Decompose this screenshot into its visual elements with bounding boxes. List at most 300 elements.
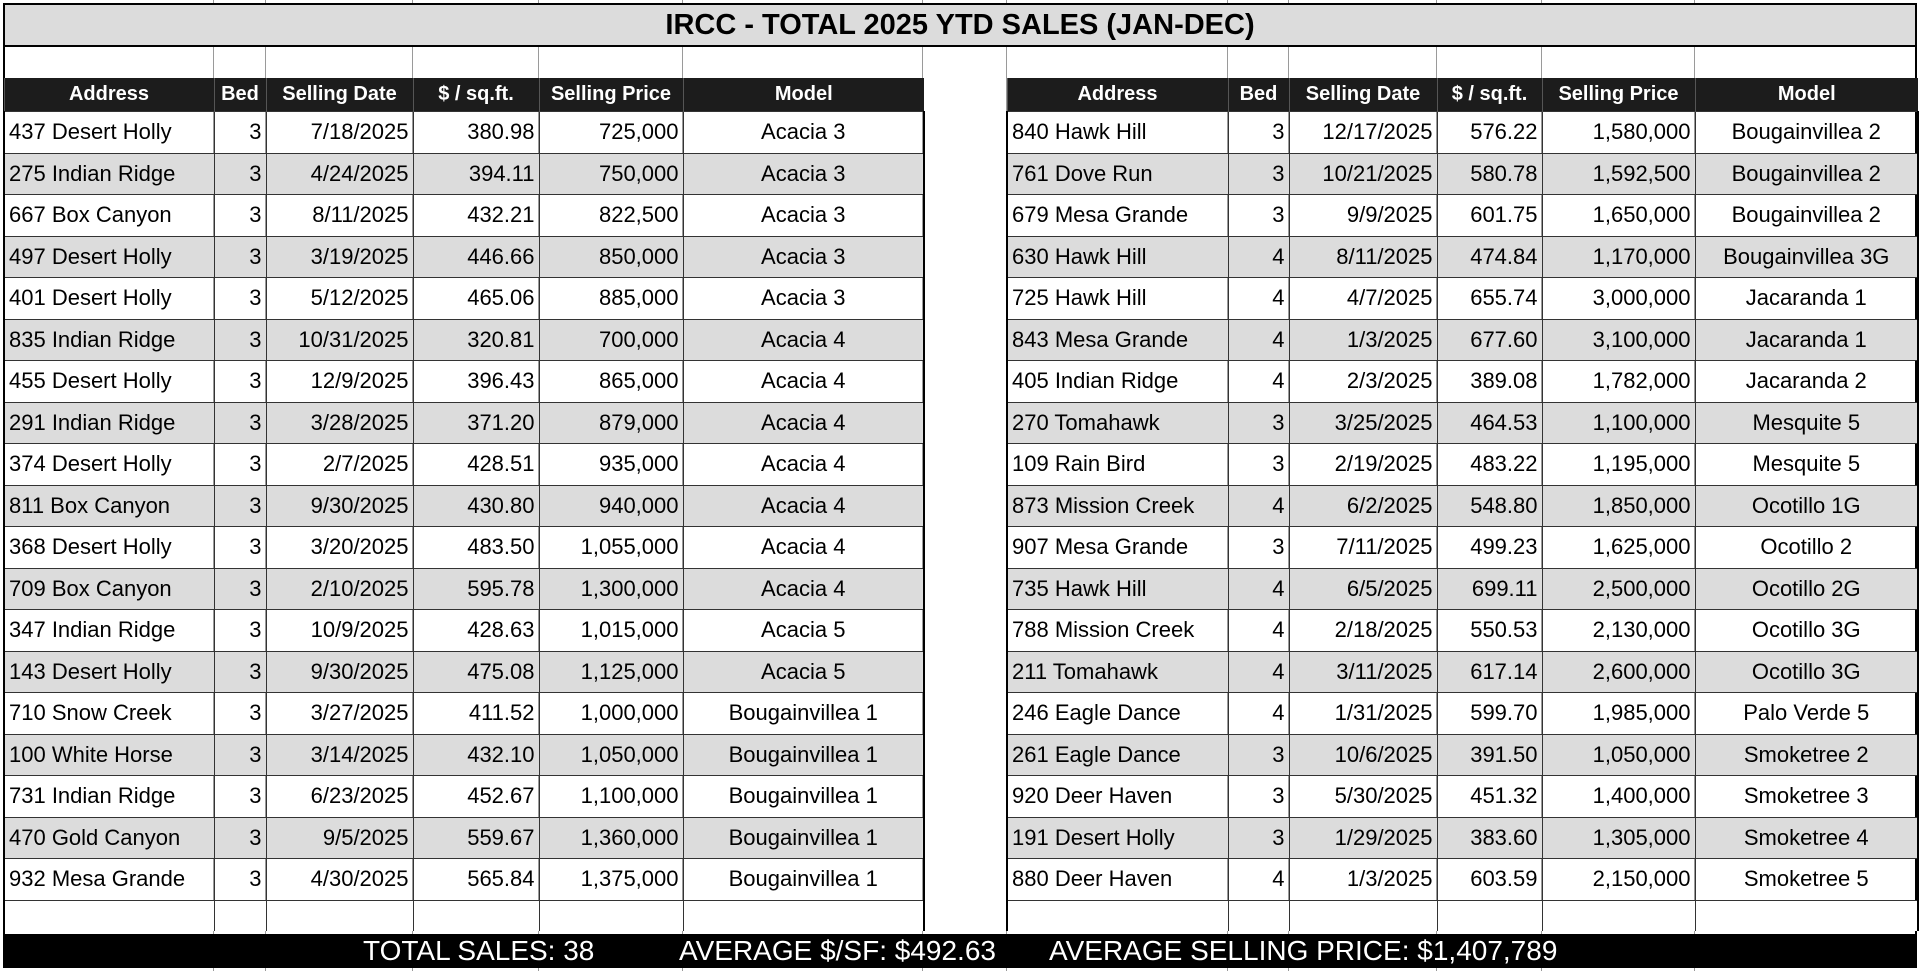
cell-address: 840 Hawk Hill [1007, 112, 1228, 154]
cell-selling-date: 10/31/2025 [266, 319, 413, 361]
cell-model: Bougainvillea 2 [1695, 112, 1918, 154]
cell-model: Smoketree 5 [1695, 859, 1918, 901]
cell-address: 709 Box Canyon [4, 568, 214, 610]
cell-model: Bougainvillea 1 [683, 859, 924, 901]
cell-price-per-sqft: 451.32 [1437, 776, 1542, 818]
cell-model: Acacia 4 [683, 485, 924, 527]
table-row [1007, 859, 1918, 901]
cell-selling-date: 2/7/2025 [266, 444, 413, 486]
column-header-selling-price: Selling Price [1542, 78, 1695, 112]
cell-price-per-sqft: 599.70 [1437, 693, 1542, 735]
cell-bed: 3 [1228, 402, 1289, 444]
table-row [4, 236, 924, 278]
cell-price-per-sqft: 474.84 [1437, 236, 1542, 278]
cell-selling-price: 1,305,000 [1542, 817, 1695, 859]
cell-price-per-sqft: 576.22 [1437, 112, 1542, 154]
cell-selling-date: 3/20/2025 [266, 527, 413, 569]
column-header-bed: Bed [214, 78, 266, 112]
cell-model: Bougainvillea 1 [683, 776, 924, 818]
cell-bed: 3 [1228, 817, 1289, 859]
cell-bed: 3 [1228, 112, 1289, 154]
table-row [1007, 485, 1918, 527]
cell-selling-price: 2,150,000 [1542, 859, 1695, 901]
cell-address: 679 Mesa Grande [1007, 195, 1228, 237]
cell-selling-price: 1,125,000 [539, 651, 683, 693]
blank-row [1007, 900, 1918, 931]
cell-price-per-sqft: 603.59 [1437, 859, 1542, 901]
column-header-price-per-sqft: $ / sq.ft. [1437, 78, 1542, 112]
cell-selling-date: 6/5/2025 [1289, 568, 1437, 610]
cell-selling-date: 3/25/2025 [1289, 402, 1437, 444]
cell-selling-price: 1,195,000 [1542, 444, 1695, 486]
cell-selling-price: 879,000 [539, 402, 683, 444]
cell-price-per-sqft: 428.63 [413, 610, 539, 652]
table-row [1007, 112, 1918, 154]
cell-model: Ocotillo 3G [1695, 651, 1918, 693]
cell-address: 291 Indian Ridge [4, 402, 214, 444]
cell-selling-date: 12/17/2025 [1289, 112, 1437, 154]
cell-bed: 3 [214, 734, 266, 776]
cell-selling-price: 1,400,000 [1542, 776, 1695, 818]
cell-bed: 4 [1228, 859, 1289, 901]
cell-selling-date: 8/11/2025 [1289, 236, 1437, 278]
cell-selling-price: 1,360,000 [539, 817, 683, 859]
blank-row [4, 900, 924, 931]
empty-cell [413, 900, 539, 931]
cell-address: 246 Eagle Dance [1007, 693, 1228, 735]
empty-cell [1695, 900, 1918, 931]
cell-model: Smoketree 3 [1695, 776, 1918, 818]
cell-selling-date: 5/12/2025 [266, 278, 413, 320]
cell-price-per-sqft: 432.21 [413, 195, 539, 237]
table-row [1007, 568, 1918, 610]
table-row [4, 776, 924, 818]
table-row [4, 734, 924, 776]
cell-address: 835 Indian Ridge [4, 319, 214, 361]
cell-address: 405 Indian Ridge [1007, 361, 1228, 403]
cell-selling-price: 750,000 [539, 153, 683, 195]
empty-cell [683, 900, 924, 931]
cell-address: 725 Hawk Hill [1007, 278, 1228, 320]
cell-bed: 3 [214, 485, 266, 527]
cell-bed: 3 [214, 776, 266, 818]
cell-selling-date: 1/3/2025 [1289, 859, 1437, 901]
cell-selling-price: 940,000 [539, 485, 683, 527]
table-header-row [1007, 78, 1918, 112]
table-row [1007, 444, 1918, 486]
table-row [4, 444, 924, 486]
cell-address: 667 Box Canyon [4, 195, 214, 237]
cell-bed: 4 [1228, 278, 1289, 320]
cell-bed: 3 [1228, 195, 1289, 237]
cell-address: 731 Indian Ridge [4, 776, 214, 818]
cell-bed: 3 [1228, 153, 1289, 195]
table-row [4, 319, 924, 361]
table-row [4, 361, 924, 403]
table-row [4, 485, 924, 527]
cell-selling-price: 3,100,000 [1542, 319, 1695, 361]
cell-model: Bougainvillea 1 [683, 734, 924, 776]
cell-address: 735 Hawk Hill [1007, 568, 1228, 610]
empty-cell [4, 900, 214, 931]
column-header-selling-date: Selling Date [266, 78, 413, 112]
column-header-selling-date: Selling Date [1289, 78, 1437, 112]
cell-bed: 3 [1228, 444, 1289, 486]
column-header-address: Address [1007, 78, 1228, 112]
table-row [1007, 651, 1918, 693]
cell-model: Acacia 4 [683, 568, 924, 610]
cell-model: Acacia 4 [683, 402, 924, 444]
cell-bed: 3 [1228, 776, 1289, 818]
cell-price-per-sqft: 655.74 [1437, 278, 1542, 320]
cell-bed: 4 [1228, 651, 1289, 693]
column-header-address: Address [4, 78, 214, 112]
cell-model: Bougainvillea 3G [1695, 236, 1918, 278]
cell-selling-date: 1/29/2025 [1289, 817, 1437, 859]
cell-address: 100 White Horse [4, 734, 214, 776]
cell-price-per-sqft: 548.80 [1437, 485, 1542, 527]
cell-selling-date: 1/31/2025 [1289, 693, 1437, 735]
cell-selling-price: 2,130,000 [1542, 610, 1695, 652]
table-row [1007, 402, 1918, 444]
cell-price-per-sqft: 483.50 [413, 527, 539, 569]
table-row [4, 651, 924, 693]
cell-address: 455 Desert Holly [4, 361, 214, 403]
cell-selling-price: 1,050,000 [1542, 734, 1695, 776]
cell-selling-date: 10/6/2025 [1289, 734, 1437, 776]
cell-selling-price: 2,600,000 [1542, 651, 1695, 693]
cell-price-per-sqft: 320.81 [413, 319, 539, 361]
table-row [4, 568, 924, 610]
average-selling-price: AVERAGE SELLING PRICE: $1,407,789 [1049, 935, 1558, 966]
empty-cell [214, 900, 266, 931]
cell-address: 761 Dove Run [1007, 153, 1228, 195]
summary-footer [3, 934, 1917, 968]
cell-selling-date: 2/10/2025 [266, 568, 413, 610]
table-row [1007, 195, 1918, 237]
cell-selling-date: 3/14/2025 [266, 734, 413, 776]
empty-cell [266, 900, 413, 931]
cell-address: 630 Hawk Hill [1007, 236, 1228, 278]
table-row [1007, 319, 1918, 361]
cell-bed: 3 [214, 651, 266, 693]
cell-selling-date: 6/23/2025 [266, 776, 413, 818]
cell-price-per-sqft: 499.23 [1437, 527, 1542, 569]
cell-address: 788 Mission Creek [1007, 610, 1228, 652]
cell-price-per-sqft: 389.08 [1437, 361, 1542, 403]
cell-model: Ocotillo 2G [1695, 568, 1918, 610]
cell-price-per-sqft: 446.66 [413, 236, 539, 278]
empty-cell [1437, 900, 1542, 931]
cell-bed: 3 [214, 610, 266, 652]
cell-price-per-sqft: 677.60 [1437, 319, 1542, 361]
cell-bed: 3 [1228, 527, 1289, 569]
cell-model: Acacia 4 [683, 319, 924, 361]
cell-selling-price: 1,100,000 [1542, 402, 1695, 444]
cell-selling-date: 3/19/2025 [266, 236, 413, 278]
cell-price-per-sqft: 432.10 [413, 734, 539, 776]
table-row [1007, 236, 1918, 278]
table-row [4, 859, 924, 901]
cell-price-per-sqft: 428.51 [413, 444, 539, 486]
cell-model: Acacia 5 [683, 651, 924, 693]
cell-model: Bougainvillea 2 [1695, 153, 1918, 195]
cell-model: Ocotillo 1G [1695, 485, 1918, 527]
table-row [1007, 610, 1918, 652]
cell-bed: 3 [214, 319, 266, 361]
cell-selling-date: 8/11/2025 [266, 195, 413, 237]
table-row [4, 153, 924, 195]
column-header-model: Model [683, 78, 924, 112]
cell-model: Jacaranda 1 [1695, 319, 1918, 361]
cell-price-per-sqft: 396.43 [413, 361, 539, 403]
cell-selling-date: 4/30/2025 [266, 859, 413, 901]
cell-selling-price: 885,000 [539, 278, 683, 320]
table-row [1007, 361, 1918, 403]
cell-price-per-sqft: 465.06 [413, 278, 539, 320]
cell-selling-date: 6/2/2025 [1289, 485, 1437, 527]
table-row [4, 278, 924, 320]
cell-price-per-sqft: 595.78 [413, 568, 539, 610]
cell-address: 347 Indian Ridge [4, 610, 214, 652]
cell-selling-date: 9/9/2025 [1289, 195, 1437, 237]
cell-selling-price: 1,050,000 [539, 734, 683, 776]
cell-model: Acacia 3 [683, 112, 924, 154]
cell-selling-price: 700,000 [539, 319, 683, 361]
cell-model: Palo Verde 5 [1695, 693, 1918, 735]
cell-selling-price: 1,592,500 [1542, 153, 1695, 195]
cell-bed: 3 [214, 112, 266, 154]
cell-address: 143 Desert Holly [4, 651, 214, 693]
cell-address: 275 Indian Ridge [4, 153, 214, 195]
cell-bed: 3 [214, 402, 266, 444]
cell-selling-price: 1,625,000 [1542, 527, 1695, 569]
cell-address: 843 Mesa Grande [1007, 319, 1228, 361]
table-row [1007, 734, 1918, 776]
empty-cell [1289, 900, 1437, 931]
cell-bed: 3 [214, 195, 266, 237]
cell-model: Acacia 3 [683, 236, 924, 278]
column-header-price-per-sqft: $ / sq.ft. [413, 78, 539, 112]
cell-model: Jacaranda 1 [1695, 278, 1918, 320]
cell-price-per-sqft: 617.14 [1437, 651, 1542, 693]
cell-address: 497 Desert Holly [4, 236, 214, 278]
cell-price-per-sqft: 371.20 [413, 402, 539, 444]
cell-bed: 4 [1228, 568, 1289, 610]
cell-selling-price: 1,782,000 [1542, 361, 1695, 403]
table-row [4, 402, 924, 444]
cell-address: 880 Deer Haven [1007, 859, 1228, 901]
cell-model: Mesquite 5 [1695, 402, 1918, 444]
cell-bed: 4 [1228, 319, 1289, 361]
cell-selling-date: 3/28/2025 [266, 402, 413, 444]
table-row [4, 610, 924, 652]
sales-table-left [3, 78, 925, 931]
cell-address: 811 Box Canyon [4, 485, 214, 527]
cell-selling-date: 3/27/2025 [266, 693, 413, 735]
cell-address: 368 Desert Holly [4, 527, 214, 569]
cell-selling-price: 1,100,000 [539, 776, 683, 818]
cell-bed: 3 [214, 693, 266, 735]
cell-bed: 4 [1228, 485, 1289, 527]
average-price-per-sqft: AVERAGE $/SF: $492.63 [679, 935, 996, 966]
cell-bed: 3 [214, 859, 266, 901]
cell-selling-date: 4/24/2025 [266, 153, 413, 195]
cell-bed: 3 [1228, 734, 1289, 776]
cell-bed: 3 [214, 153, 266, 195]
cell-model: Acacia 4 [683, 361, 924, 403]
cell-bed: 4 [1228, 693, 1289, 735]
cell-model: Bougainvillea 1 [683, 817, 924, 859]
cell-selling-date: 7/11/2025 [1289, 527, 1437, 569]
cell-selling-price: 1,985,000 [1542, 693, 1695, 735]
cell-model: Bougainvillea 2 [1695, 195, 1918, 237]
cell-price-per-sqft: 559.67 [413, 817, 539, 859]
cell-selling-price: 935,000 [539, 444, 683, 486]
cell-price-per-sqft: 580.78 [1437, 153, 1542, 195]
cell-price-per-sqft: 391.50 [1437, 734, 1542, 776]
cell-address: 109 Rain Bird [1007, 444, 1228, 486]
cell-model: Acacia 4 [683, 444, 924, 486]
cell-selling-price: 1,850,000 [1542, 485, 1695, 527]
cell-price-per-sqft: 699.11 [1437, 568, 1542, 610]
cell-selling-date: 9/30/2025 [266, 651, 413, 693]
cell-model: Mesquite 5 [1695, 444, 1918, 486]
cell-selling-price: 1,015,000 [539, 610, 683, 652]
cell-selling-price: 1,650,000 [1542, 195, 1695, 237]
cell-model: Ocotillo 3G [1695, 610, 1918, 652]
sales-table-right [1006, 78, 1919, 931]
empty-cell [1228, 900, 1289, 931]
cell-price-per-sqft: 430.80 [413, 485, 539, 527]
cell-model: Acacia 4 [683, 527, 924, 569]
cell-address: 873 Mission Creek [1007, 485, 1228, 527]
cell-price-per-sqft: 475.08 [413, 651, 539, 693]
cell-price-per-sqft: 380.98 [413, 112, 539, 154]
cell-selling-date: 4/7/2025 [1289, 278, 1437, 320]
cell-address: 191 Desert Holly [1007, 817, 1228, 859]
cell-selling-date: 7/18/2025 [266, 112, 413, 154]
cell-address: 710 Snow Creek [4, 693, 214, 735]
cell-selling-date: 10/21/2025 [1289, 153, 1437, 195]
cell-address: 920 Deer Haven [1007, 776, 1228, 818]
cell-price-per-sqft: 601.75 [1437, 195, 1542, 237]
empty-cell [1007, 900, 1228, 931]
cell-price-per-sqft: 483.22 [1437, 444, 1542, 486]
cell-selling-date: 1/3/2025 [1289, 319, 1437, 361]
cell-selling-price: 1,000,000 [539, 693, 683, 735]
cell-price-per-sqft: 411.52 [413, 693, 539, 735]
table-row [1007, 527, 1918, 569]
table-header-row [4, 78, 924, 112]
table-row [4, 195, 924, 237]
cell-address: 261 Eagle Dance [1007, 734, 1228, 776]
cell-model: Ocotillo 2 [1695, 527, 1918, 569]
table-row [1007, 776, 1918, 818]
cell-selling-price: 850,000 [539, 236, 683, 278]
table-row [4, 817, 924, 859]
cell-selling-date: 10/9/2025 [266, 610, 413, 652]
cell-bed: 3 [214, 527, 266, 569]
cell-address: 270 Tomahawk [1007, 402, 1228, 444]
cell-selling-date: 12/9/2025 [266, 361, 413, 403]
cell-bed: 3 [214, 361, 266, 403]
cell-price-per-sqft: 452.67 [413, 776, 539, 818]
table-row [4, 112, 924, 154]
cell-selling-price: 1,300,000 [539, 568, 683, 610]
cell-bed: 3 [214, 444, 266, 486]
column-header-bed: Bed [1228, 78, 1289, 112]
cell-selling-price: 1,055,000 [539, 527, 683, 569]
cell-address: 374 Desert Holly [4, 444, 214, 486]
cell-bed: 4 [1228, 610, 1289, 652]
cell-selling-price: 725,000 [539, 112, 683, 154]
cell-model: Acacia 3 [683, 195, 924, 237]
cell-bed: 3 [214, 278, 266, 320]
cell-selling-date: 9/30/2025 [266, 485, 413, 527]
cell-selling-date: 5/30/2025 [1289, 776, 1437, 818]
cell-bed: 3 [214, 568, 266, 610]
cell-address: 437 Desert Holly [4, 112, 214, 154]
cell-selling-price: 822,500 [539, 195, 683, 237]
cell-selling-price: 865,000 [539, 361, 683, 403]
cell-selling-price: 3,000,000 [1542, 278, 1695, 320]
cell-model: Smoketree 4 [1695, 817, 1918, 859]
cell-price-per-sqft: 464.53 [1437, 402, 1542, 444]
cell-bed: 4 [1228, 236, 1289, 278]
cell-address: 470 Gold Canyon [4, 817, 214, 859]
table-row [1007, 278, 1918, 320]
cell-bed: 4 [1228, 361, 1289, 403]
cell-selling-date: 2/19/2025 [1289, 444, 1437, 486]
cell-model: Acacia 3 [683, 278, 924, 320]
cell-address: 401 Desert Holly [4, 278, 214, 320]
cell-price-per-sqft: 394.11 [413, 153, 539, 195]
empty-cell [539, 900, 683, 931]
table-row [4, 527, 924, 569]
page-title: IRCC - TOTAL 2025 YTD SALES (JAN-DEC) [3, 3, 1917, 47]
table-row [1007, 817, 1918, 859]
total-sales: TOTAL SALES: 38 [363, 935, 595, 966]
cell-bed: 3 [214, 817, 266, 859]
cell-model: Bougainvillea 1 [683, 693, 924, 735]
table-row [1007, 693, 1918, 735]
cell-address: 907 Mesa Grande [1007, 527, 1228, 569]
table-row [4, 693, 924, 735]
cell-selling-date: 3/11/2025 [1289, 651, 1437, 693]
cell-bed: 3 [214, 236, 266, 278]
cell-selling-price: 1,580,000 [1542, 112, 1695, 154]
cell-selling-date: 9/5/2025 [266, 817, 413, 859]
cell-selling-price: 2,500,000 [1542, 568, 1695, 610]
cell-selling-date: 2/18/2025 [1289, 610, 1437, 652]
cell-model: Jacaranda 2 [1695, 361, 1918, 403]
cell-price-per-sqft: 383.60 [1437, 817, 1542, 859]
cell-price-per-sqft: 550.53 [1437, 610, 1542, 652]
cell-selling-price: 1,170,000 [1542, 236, 1695, 278]
cell-model: Acacia 5 [683, 610, 924, 652]
cell-selling-price: 1,375,000 [539, 859, 683, 901]
cell-address: 211 Tomahawk [1007, 651, 1228, 693]
cell-model: Smoketree 2 [1695, 734, 1918, 776]
cell-selling-date: 2/3/2025 [1289, 361, 1437, 403]
cell-model: Acacia 3 [683, 153, 924, 195]
column-header-model: Model [1695, 78, 1918, 112]
column-header-selling-price: Selling Price [539, 78, 683, 112]
empty-cell [1542, 900, 1695, 931]
cell-price-per-sqft: 565.84 [413, 859, 539, 901]
cell-address: 932 Mesa Grande [4, 859, 214, 901]
